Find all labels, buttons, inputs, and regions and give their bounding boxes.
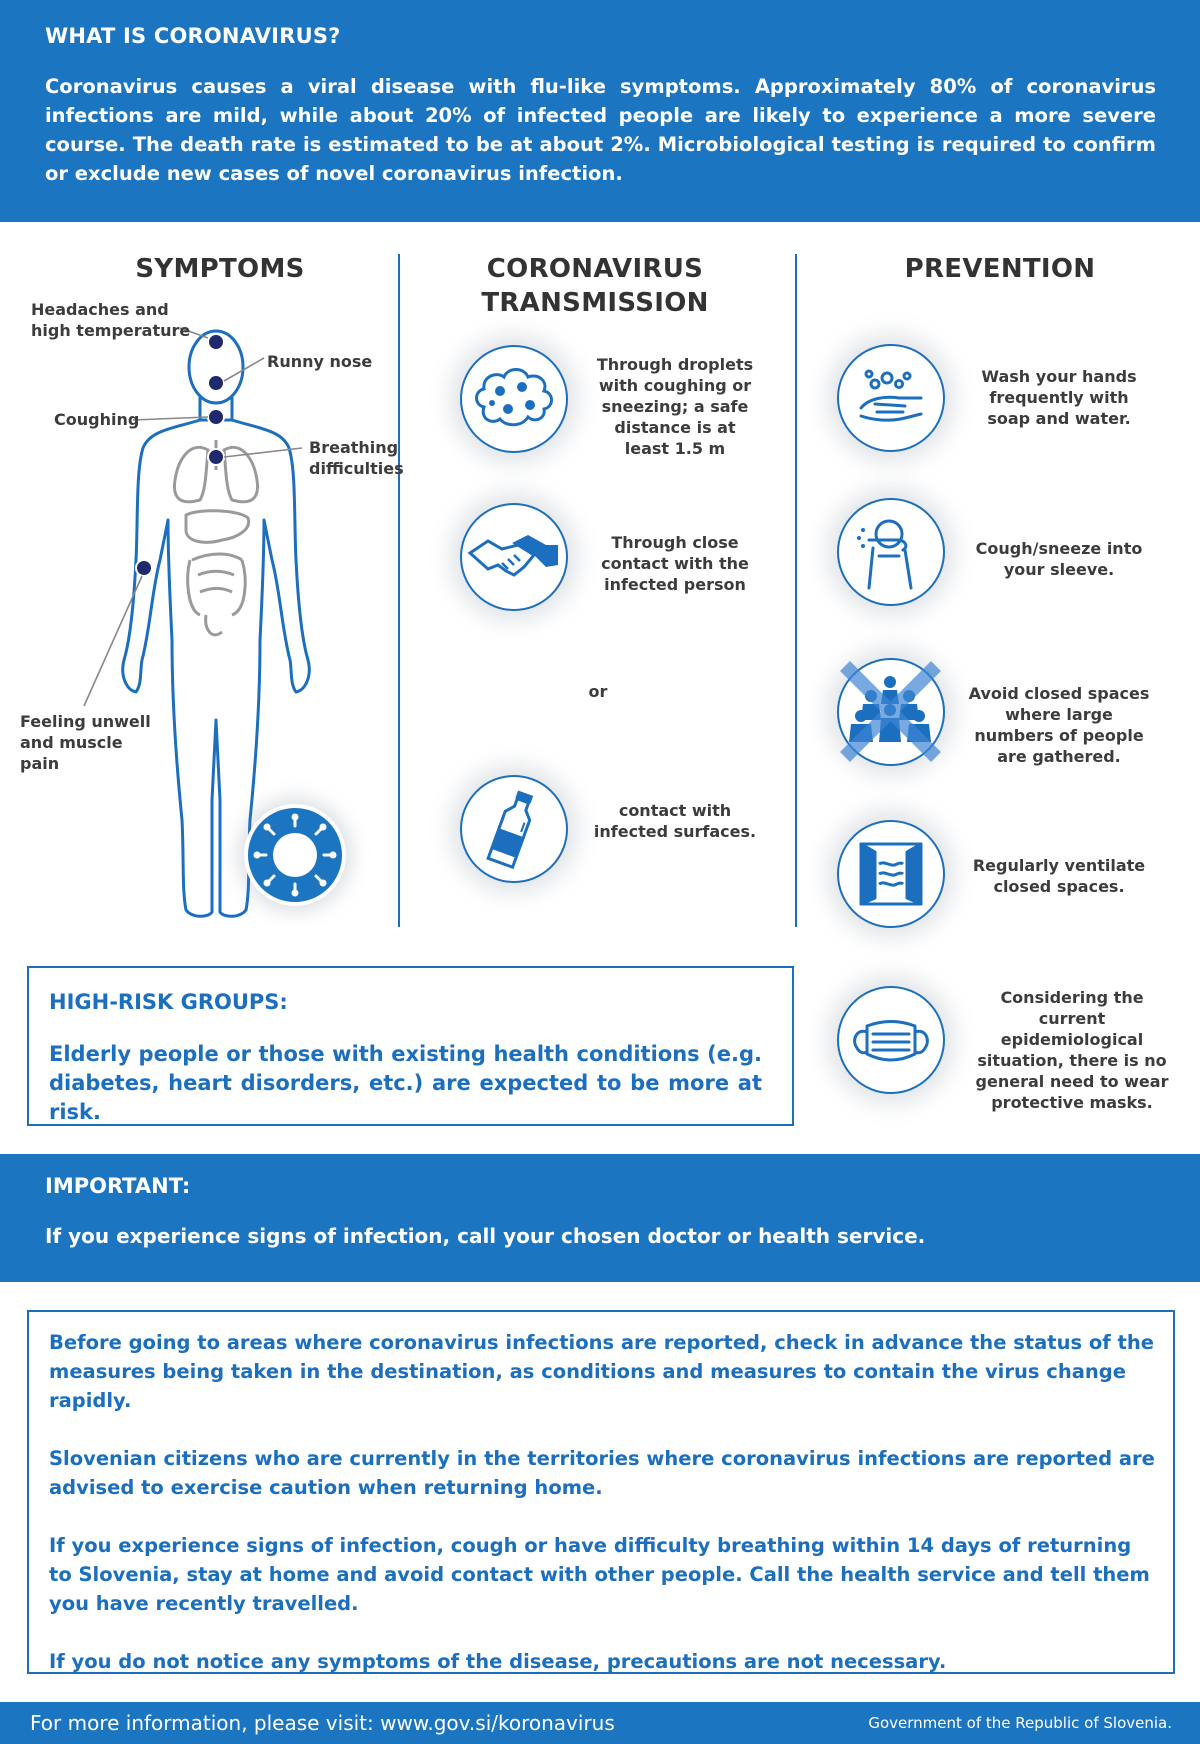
handshake-icon xyxy=(460,503,568,611)
important-title: IMPORTANT: xyxy=(45,1174,191,1198)
prevention-masks: Considering the current epidemiological situation, there is no general need to wear protective masks. xyxy=(975,988,1169,1112)
crowd-crossed-icon xyxy=(837,658,945,766)
intro-banner xyxy=(0,0,1200,222)
transmission-or: or xyxy=(588,682,608,701)
travel-p4: If you do not notice any symptoms of the disease, precautions are not necessary. xyxy=(49,1650,947,1673)
column-divider-right xyxy=(795,254,797,927)
symptom-unwell: Feeling unwell and muscle pain xyxy=(20,712,151,773)
travel-p2: Slovenian citizens who are currently in the territories where coronavirus infections are reported are advised to exercise caution when returning home. xyxy=(49,1447,1155,1499)
cough-sleeve-icon xyxy=(837,498,945,606)
important-text: If you experience signs of infection, call your chosen doctor or health service. xyxy=(45,1224,926,1248)
prevention-ventilate: Regularly ventilate closed spaces. xyxy=(972,856,1146,896)
footer-government: Government of the Republic of Slovenia. xyxy=(868,1714,1172,1732)
travel-p3: If you experience signs of infection, cough or have difficulty breathing within 14 days of returning to Slovenia, stay at home and avoid contact with other people. Call the health service and tell them you have recently travelled. xyxy=(49,1534,1150,1615)
prevention-avoid: Avoid closed spaces where large numbers of people are gathered. xyxy=(968,684,1150,766)
intro-title: WHAT IS CORONAVIRUS? xyxy=(45,24,341,48)
transmission-contact: Through close contact with the infected person xyxy=(601,533,749,594)
virus-icon xyxy=(244,804,346,906)
symptom-headaches: Headaches and high temperature xyxy=(31,300,191,340)
travel-p1: Before going to areas where coronavirus infections are reported, check in advance the status of the measures being taken in the destination, as conditions and measures to contain the virus change rapidly. xyxy=(49,1331,1154,1412)
window-icon xyxy=(837,820,945,928)
transmission-droplets: Through droplets with coughing or sneezing; a safe distance is at least 1.5 m xyxy=(596,355,754,458)
symptom-coughing: Coughing xyxy=(54,410,140,429)
footer-info-link[interactable]: For more information, please visit: www.gov.si/koronavirus xyxy=(30,1711,615,1735)
symptom-breathing: Breathing difficulties xyxy=(309,438,404,478)
travel-advice-box xyxy=(27,1310,1175,1674)
prevention-title: PREVENTION xyxy=(904,254,1096,284)
footer-bar xyxy=(0,1702,1200,1744)
intro-text: Coronavirus causes a viral disease with flu-like symptoms. Approximately 80% of coronavirus infections are mild, while about 20% of infected people are likely to experience a more severe course. The death rate is estimated to be at about 2%. Microbiological testing is required to confirm or exclude new cases of novel coronavirus infection. xyxy=(45,75,1156,185)
risk-title: HIGH-RISK GROUPS: xyxy=(49,990,288,1014)
symptom-runny-nose: Runny nose xyxy=(267,352,373,371)
transmission-title: CORONAVIRUS TRANSMISSION xyxy=(481,254,709,318)
mask-icon xyxy=(837,986,945,1094)
transmission-surfaces: contact with infected surfaces. xyxy=(593,801,757,841)
hand-washing-icon xyxy=(837,344,945,452)
important-banner xyxy=(0,1154,1200,1282)
prevention-wash: Wash your hands frequently with soap and water. xyxy=(981,367,1137,428)
high-risk-box xyxy=(27,966,794,1126)
droplets-cloud-icon xyxy=(460,345,568,453)
prevention-sleeve: Cough/sneeze into your sleeve. xyxy=(975,539,1143,579)
risk-text: Elderly people or those with existing health conditions (e.g. diabetes, heart disorders, etc.) are expected to be more at risk. xyxy=(49,1042,762,1124)
bottle-icon xyxy=(460,775,568,883)
symptoms-title: SYMPTOMS xyxy=(135,254,305,284)
